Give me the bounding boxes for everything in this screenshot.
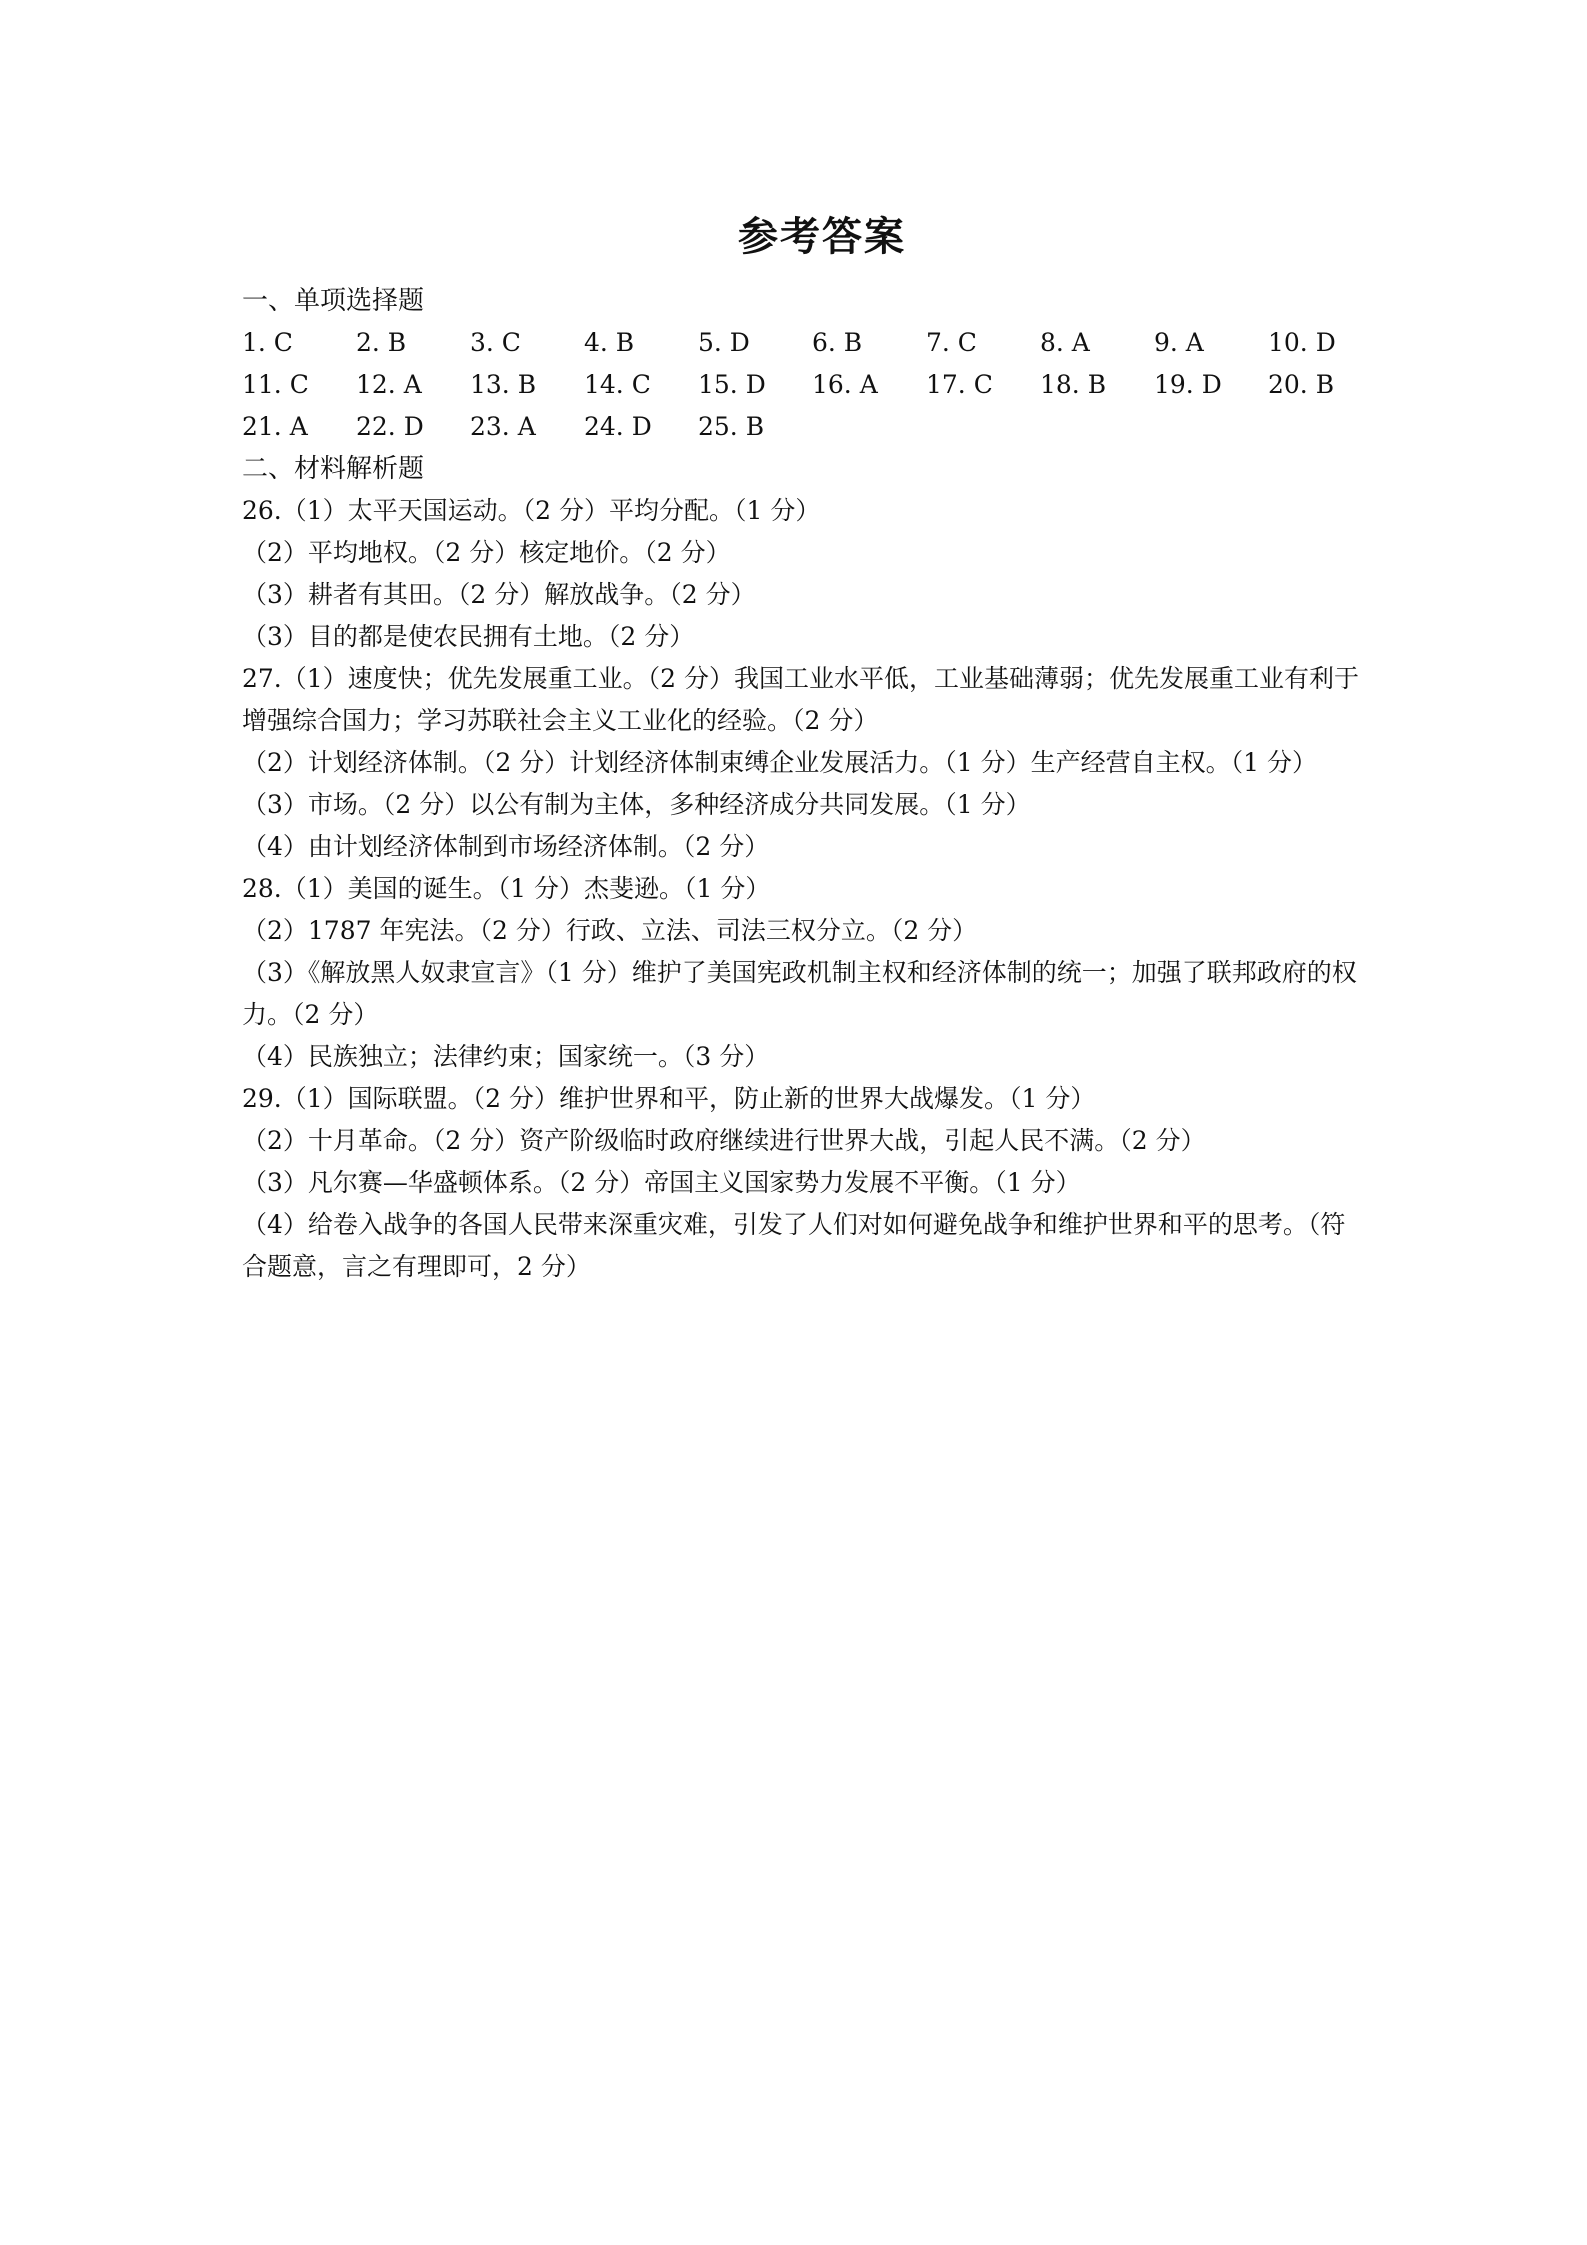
answer-item: 24. D — [584, 412, 652, 441]
answer-line-28-3: （3）《解放黑人奴隶宣言》（1 分）维护了美国宪政机制主权和经济体制的统一；加强了联邦政府的权力。（2 分） — [242, 958, 1357, 1029]
answer-line-26-2: （2）平均地权。（2 分）核定地价。（2 分） — [242, 538, 731, 567]
answer-line-29-4: （4）给卷入战争的各国人民带来深重灾难，引发了人们对如何避免战争和维护世界和平的思考。（符合题意，言之有理即可，2 分） — [242, 1210, 1346, 1281]
answer-item: 5. D — [698, 328, 750, 357]
section-heading-multiple-choice: 一、单项选择题 — [242, 286, 425, 316]
answer-line-26-4: （3）目的都是使农民拥有土地。（2 分） — [242, 622, 695, 651]
answer-item: 11. C — [242, 370, 309, 399]
answer-row — [242, 406, 1362, 448]
material-analysis-answers — [242, 490, 1362, 1288]
answer-line-29-1: 29.（1）国际联盟。（2 分）维护世界和平，防止新的世界大战爆发。（1 分） — [242, 1084, 1096, 1113]
answer-item: 20. B — [1268, 370, 1335, 399]
answer-item: 12. A — [356, 370, 422, 399]
answer-row — [242, 322, 1362, 364]
answer-item: 14. C — [584, 370, 651, 399]
answer-item: 4. B — [584, 328, 635, 357]
answer-item: 17. C — [926, 370, 993, 399]
answer-item: 2. B — [356, 328, 407, 357]
answer-item: 1. C — [242, 328, 293, 357]
answer-key-page — [242, 205, 1362, 1288]
page-title: 参考答案 — [738, 213, 906, 260]
answer-item: 23. A — [470, 412, 536, 441]
answer-line-27-3: （3）市场。（2 分）以公有制为主体，多种经济成分共同发展。（1 分） — [242, 790, 1031, 819]
answer-line-29-3: （3）凡尔赛—华盛顿体系。（2 分）帝国主义国家势力发展不平衡。（1 分） — [242, 1168, 1081, 1197]
section-heading-material-analysis: 二、材料解析题 — [242, 454, 425, 484]
answer-item: 6. B — [812, 328, 863, 357]
answer-line-26-3: （3）耕者有其田。（2 分）解放战争。（2 分） — [242, 580, 756, 609]
answer-item: 16. A — [812, 370, 878, 399]
answer-line-28-1: 28.（1）美国的诞生。（1 分）杰斐逊。（1 分） — [242, 874, 771, 903]
answer-line-27-1: 27.（1）速度快；优先发展重工业。（2 分）我国工业水平低，工业基础薄弱；优先发展重工业有利于增强综合国力；学习苏联社会主义工业化的经验。（2 分） — [242, 664, 1360, 735]
answer-item: 10. D — [1268, 328, 1336, 357]
answer-item: 22. D — [356, 412, 424, 441]
answer-line-29-2: （2）十月革命。（2 分）资产阶级临时政府继续进行世界大战，引起人民不满。（2 分） — [242, 1126, 1206, 1155]
answer-item: 8. A — [1040, 328, 1090, 357]
answer-line-28-2: （2）1787 年宪法。（2 分）行政、立法、司法三权分立。（2 分） — [242, 916, 978, 945]
answer-item: 25. B — [698, 412, 765, 441]
answer-item: 21. A — [242, 412, 308, 441]
answer-item: 18. B — [1040, 370, 1107, 399]
answer-item: 7. C — [926, 328, 977, 357]
answer-item: 9. A — [1154, 328, 1204, 357]
answer-item: 13. B — [470, 370, 537, 399]
answer-line-28-4: （4）民族独立；法律约束；国家统一。（3 分） — [242, 1042, 770, 1071]
answer-row — [242, 364, 1362, 406]
answer-line-27-4: （4）由计划经济体制到市场经济体制。（2 分） — [242, 832, 770, 861]
answer-item: 3. C — [470, 328, 521, 357]
answer-item: 19. D — [1154, 370, 1222, 399]
answer-item: 15. D — [698, 370, 766, 399]
answer-line-27-2: （2）计划经济体制。（2 分）计划经济体制束缚企业发展活力。（1 分）生产经营自主权。（1 分） — [242, 748, 1317, 777]
answer-line-26-1: 26.（1）太平天国运动。（2 分）平均分配。（1 分） — [242, 496, 821, 525]
